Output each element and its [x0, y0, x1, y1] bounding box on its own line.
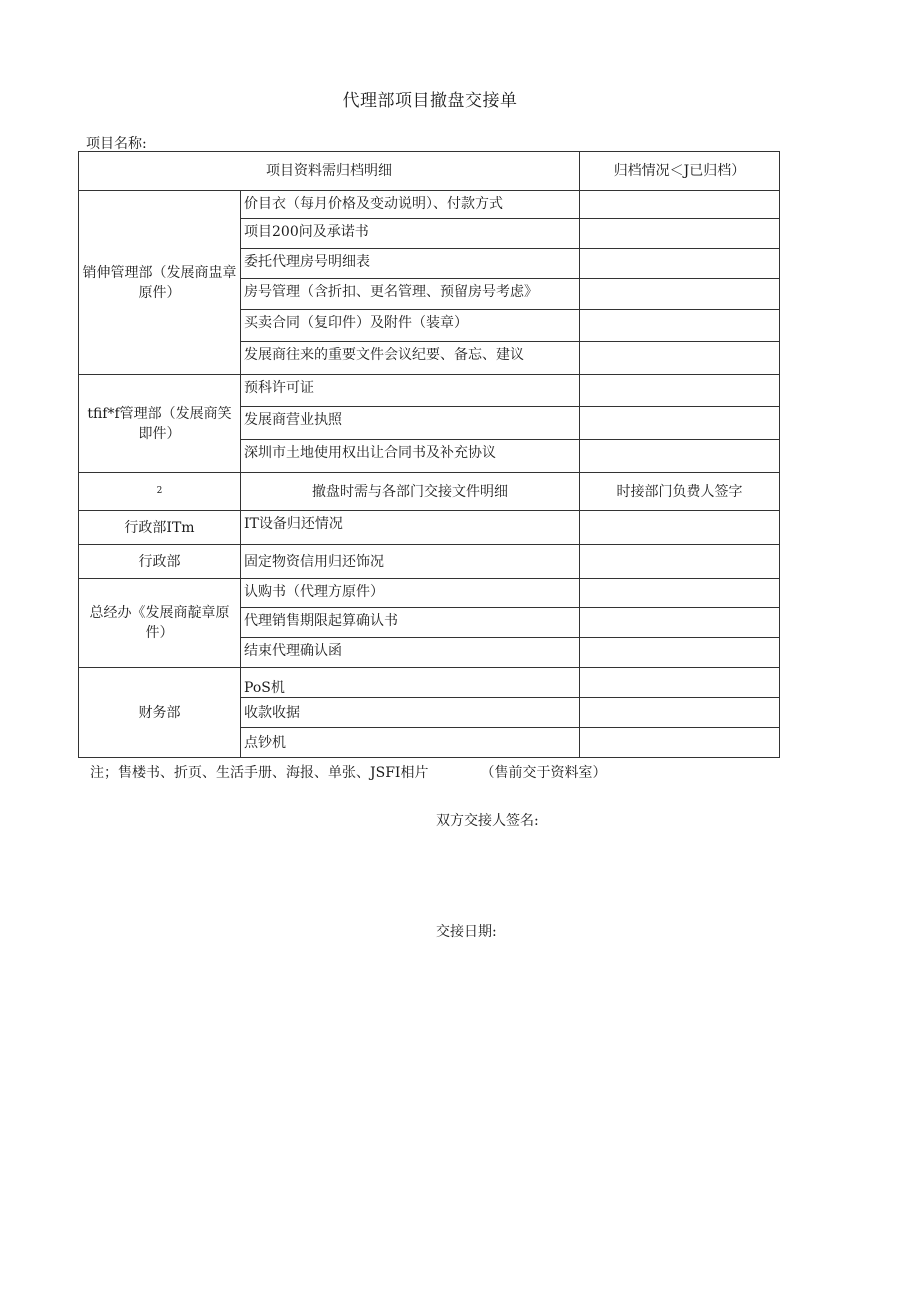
section1-header-right: 归档情况＜J已归档）	[580, 152, 780, 191]
table-row	[79, 545, 780, 579]
item-cell: 房号管理（含折扣、更名管理、预留房号考虑》	[241, 279, 580, 310]
item-cell: 买卖合同（复印件）及附件（装章）	[241, 310, 580, 342]
signature-cell[interactable]	[580, 698, 780, 728]
section1-header-row	[79, 152, 780, 191]
signature-cell[interactable]	[580, 579, 780, 608]
archive-status-cell[interactable]	[580, 342, 780, 375]
item-cell: 委托代理房号明细表	[241, 249, 580, 279]
department-cell: 财务部	[79, 668, 241, 758]
document-title: 代理部项目撤盘交接单	[342, 91, 518, 111]
table-row	[79, 191, 780, 219]
item-cell: 发展商营业执照	[241, 407, 580, 440]
item-cell: 价目衣（每月价格及变动说明）、付款方式	[241, 191, 580, 219]
archive-status-cell[interactable]	[580, 310, 780, 342]
item-cell: 项目200问及承诺书	[241, 219, 580, 249]
signature-cell[interactable]	[580, 545, 780, 579]
item-cell: 结束代理确认函	[241, 638, 580, 668]
table-row	[79, 511, 780, 545]
handover-date-label: 交接日期:	[436, 924, 497, 940]
project-name-label: 项目名称:	[86, 136, 147, 152]
handover-table	[78, 151, 780, 758]
department-cell: 行政部ITm	[79, 511, 241, 545]
item-cell: 收款收据	[241, 698, 580, 728]
section1-header-left: 项目资料需归档明细	[79, 152, 580, 191]
item-cell: IT设备归还情况	[241, 511, 580, 545]
signature-cell[interactable]	[580, 668, 780, 698]
department-cell: 销伸管理部（发展商盅章原件）	[79, 191, 241, 375]
archive-status-cell[interactable]	[580, 407, 780, 440]
archive-status-cell[interactable]	[580, 249, 780, 279]
item-cell: 固定物资信用归还饰况	[241, 545, 580, 579]
table-row	[79, 668, 780, 698]
department-cell: 行政部	[79, 545, 241, 579]
item-cell: PoS机	[241, 668, 580, 698]
signature-cell[interactable]	[580, 638, 780, 668]
department-cell: 总经办《发展商靛章原件）	[79, 579, 241, 668]
footnote	[90, 762, 606, 782]
item-cell: 深圳市土地使用权出让合同书及补充协议	[241, 440, 580, 473]
item-cell: 代理销售期限起算确认书	[241, 608, 580, 638]
table-row	[79, 579, 780, 608]
item-cell: 认购书（代理方原件）	[241, 579, 580, 608]
item-cell: 发展商往来的重要文件会议纪要、备忘、建议	[241, 342, 580, 375]
archive-status-cell[interactable]	[580, 279, 780, 310]
signature-cell[interactable]	[580, 608, 780, 638]
footnote-tail: （售前交于资料室）	[480, 765, 607, 781]
department-cell: tfif*f管理部（发展商笑即件）	[79, 375, 241, 473]
footnote-text: 注；售楼书、折页、生活手册、海报、单张、JSFI相片	[90, 765, 429, 781]
signature-cell[interactable]	[580, 728, 780, 758]
section2-header-mid: 撤盘时需与各部门交接文件明细	[241, 473, 580, 511]
section2-header-row	[79, 473, 780, 511]
archive-status-cell[interactable]	[580, 375, 780, 407]
section2-header-left: 2	[79, 473, 241, 511]
section2-header-right: 时接部门负费人签字	[580, 473, 780, 511]
table-row	[79, 375, 780, 407]
item-cell: 点钞机	[241, 728, 580, 758]
archive-status-cell[interactable]	[580, 440, 780, 473]
archive-status-cell[interactable]	[580, 191, 780, 219]
item-cell: 预科许可证	[241, 375, 580, 407]
archive-status-cell[interactable]	[580, 219, 780, 249]
signature-label: 双方交接人签名:	[436, 813, 539, 829]
signature-cell[interactable]	[580, 511, 780, 545]
